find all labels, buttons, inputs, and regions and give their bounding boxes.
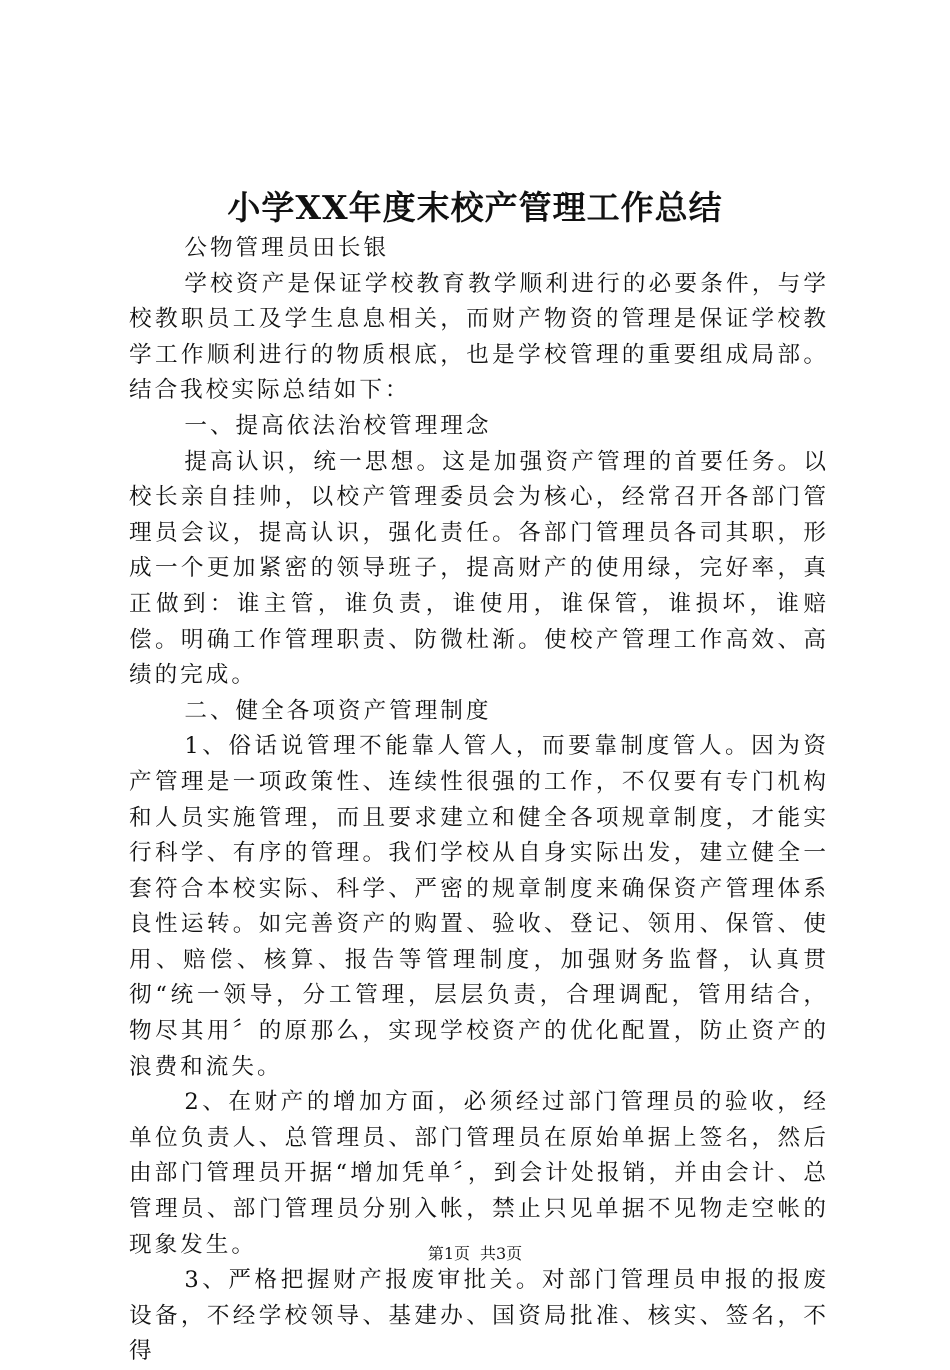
section-heading-1: 一、提高依法治校管理理念	[184, 412, 492, 439]
page-footer	[0, 1243, 950, 1265]
section-heading-2: 二、健全各项资产管理制度	[184, 697, 492, 724]
page-number: 第1页	[427, 1244, 470, 1263]
document-title: 小学XX年度末校产管理工作总结	[227, 188, 723, 227]
body-paragraph: 3、严格把握财产报废审批关。对部门管理员申报的报废设备，不经学校领导、基建办、国资局批准、核实、签名，不得	[129, 1267, 829, 1365]
page-total: 共3页	[480, 1244, 523, 1263]
body-paragraph: 1、俗话说管理不能靠人管人，而要靠制度管人。因为资产管理是一项政策性、连续性很强的工作，不仅要有专门机构和人员实施管理，而且要求建立和健全各项规章制度，才能实行科学、有序的管理。我们学校从自身实际出发，建立健全一套符合本校实际、科学、严密的规章制度来确保资产管理体系良性运转。如完善资产的购置、验收、登记、领用、保管、使用、赔偿、核算、报告等管理制度，加强财务监督，认真贯彻“统一领导，分工管理，层层负责，合理调配，管用结合，物尽其用〞的原那么，实现学校资产的优化配置，防止资产的浪费和流失。	[129, 733, 829, 1080]
author-line: 公物管理员田长银	[184, 235, 390, 261]
body-paragraph: 2、在财产的增加方面，必须经过部门管理员的验收，经单位负责人、总管理员、部门管理员在原始单据上签名，然后由部门管理员开据“增加凭单〞，到会计处报销，并由会计、总管理员、部门管理员分别入帐，禁止只见单据不见物走空帐的现象发生。	[129, 1089, 829, 1258]
body-paragraph: 提高认识，统一思想。这是加强资产管理的首要任务。以校长亲自挂帅，以校产管理委员会为核心，经常召开各部门管理员会议，提高认识，强化责任。各部门管理员各司其职，形成一个更加紧密的领导班子，提高财产的使用绿，完好率，真正做到：谁主管，谁负责，谁使用，谁保管，谁损坏，谁赔偿。明确工作管理职责、防微杜渐。使校产管理工作高效、高绩的完成。	[129, 448, 829, 689]
intro-paragraph: 学校资产是保证学校教育教学顺利进行的必要条件，与学校教职员工及学生息息相关，而财产物资的管理是保证学校教学工作顺利进行的物质根底，也是学校管理的重要组成局部。结合我校实际总结如下：	[129, 270, 829, 404]
document-body	[129, 231, 829, 1370]
